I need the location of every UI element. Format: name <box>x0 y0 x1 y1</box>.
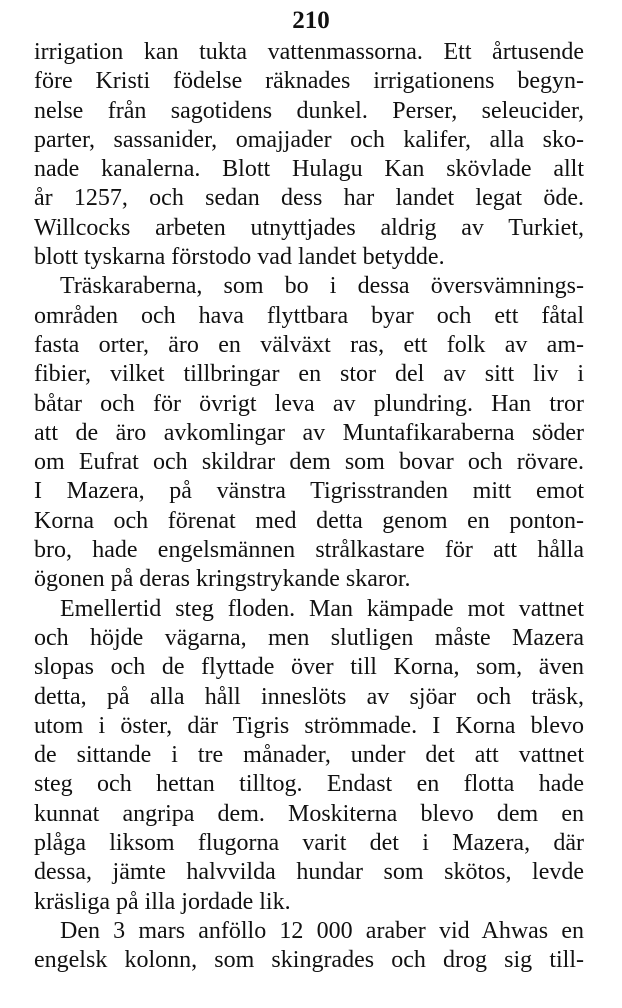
text-line: Emellertid steg floden. Man kämpade mot vattnet <box>60 595 584 622</box>
text-line: år 1257, och sedan dess har landet legat öde. <box>34 185 584 212</box>
body-text <box>34 38 584 976</box>
text-line: om Eufrat och skildrar dem som bovar och rövare. <box>34 449 584 476</box>
paragraph <box>34 272 584 594</box>
text-line: steg och hettan tilltog. Endast en flotta hade <box>34 771 584 798</box>
text-line: plåga liksom flugorna varit det i Mazera, där <box>34 830 584 857</box>
text-line: nade kanalerna. Blott Hulagu Kan skövlade allt <box>34 156 584 183</box>
text-line: Den 3 mars anföllo 12 000 araber vid Ahwas en <box>60 917 584 944</box>
text-line: Willcocks arbeten utnyttjades aldrig av Turkiet, <box>34 214 584 241</box>
text-line: och höjde vägarna, men slutligen måste Mazera <box>34 624 584 651</box>
text-line: fasta orter, äro en välväxt ras, ett folk av am- <box>34 331 584 358</box>
page-number: 210 <box>292 7 330 34</box>
text-line: utom i öster, där Tigris strömmade. I Korna blevo <box>34 712 584 739</box>
text-line: före Kristi födelse räknades irrigationens begyn- <box>34 68 584 95</box>
text-line: de sittande i tre månader, under det att vattnet <box>34 742 584 769</box>
text-line: parter, sassanider, omajjader och kalifer, alla sko- <box>34 126 584 153</box>
text-line: bro, hade engelsmännen strålkastare för att hålla <box>34 537 584 564</box>
paragraph <box>34 917 584 976</box>
text-line: detta, på alla håll inneslöts av sjöar och träsk, <box>34 683 584 710</box>
text-line: båtar och för övrigt leva av plundring. Han tror <box>34 390 584 417</box>
paragraph <box>34 38 584 272</box>
text-line: slopas och de flyttade över till Korna, som, även <box>34 654 584 681</box>
text-line: Korna och förenat med detta genom en ponton- <box>34 507 584 534</box>
text-line: engelsk kolonn, som skingrades och drog sig till- <box>34 947 584 974</box>
text-line: kräsliga på illa jordade lik. <box>34 888 291 915</box>
text-line: nelse från sagotidens dunkel. Perser, seleucider, <box>34 97 584 124</box>
text-line: blott tyskarna förstodo vad landet betydde. <box>34 244 445 271</box>
text-line: dessa, jämte halvvilda hundar som skötos, levde <box>34 859 584 886</box>
text-line: irrigation kan tukta vattenmassorna. Ett årtusende <box>34 39 584 65</box>
text-line: ögonen på deras kringstrykande skaror. <box>34 566 411 593</box>
text-line: kunnat angripa dem. Moskiterna blevo dem en <box>34 800 584 827</box>
text-line: I Mazera, på vänstra Tigrisstranden mitt emot <box>34 478 584 505</box>
paragraph <box>34 595 584 917</box>
text-line: fibier, vilket tillbringar en stor del av sitt liv i <box>34 361 584 388</box>
text-line: Träskaraberna, som bo i dessa översvämnings- <box>60 273 584 300</box>
text-line: områden och hava flyttbara byar och ett fåtal <box>34 302 584 329</box>
text-line: att de äro avkomlingar av Muntafikaraberna söder <box>34 419 584 446</box>
